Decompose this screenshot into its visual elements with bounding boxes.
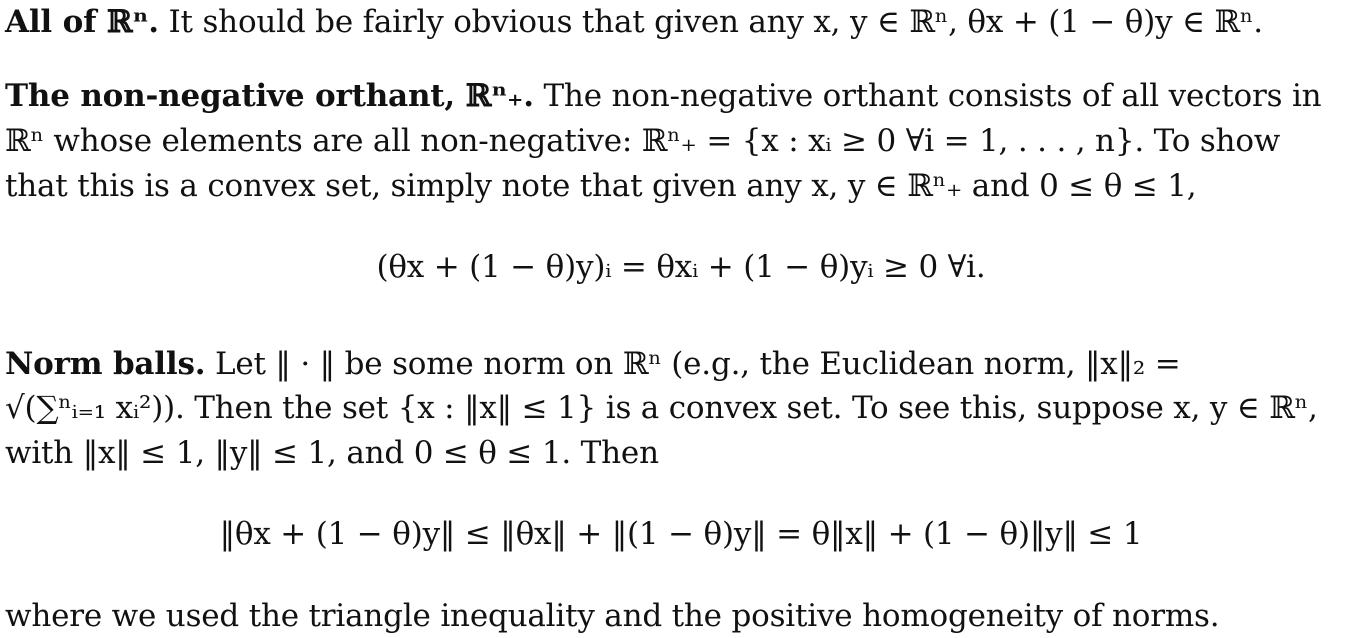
paragraph-conclusion: where we used the triangle inequality and the positive homogeneity of norms. [5, 598, 1220, 634]
paragraph-norm-line-3: with ‖x‖ ≤ 1, ‖y‖ ≤ 1, and 0 ≤ θ ≤ 1. Then [5, 435, 659, 471]
paragraph-norm-line-2: √(∑ⁿᵢ₌₁ xᵢ²)). Then the set {x : ‖x‖ ≤ 1} is a convex set. To see this, suppose x, y ∈ ℝⁿ, [5, 390, 1318, 426]
paragraph-orthant-line-1 [5, 76, 1355, 116]
paragraph-all-rn [5, 2, 1355, 42]
paragraph-norm-line-1 [5, 344, 1355, 384]
heading-all-rn: All of ℝⁿ. [5, 4, 159, 40]
equation-triangle-inequality: ‖θx + (1 − θ)y‖ ≤ ‖θx‖ + ‖(1 − θ)y‖ = θ‖x‖ + (1 − θ)‖y‖ ≤ 1 [219, 516, 1143, 552]
equation-orthant: (θx + (1 − θ)y)ᵢ = θxᵢ + (1 − θ)yᵢ ≥ 0 ∀i. [376, 249, 986, 285]
text-orthant-line-1: The non-negative orthant consists of all vectors in [533, 78, 1322, 114]
text-norm-line-1: Let ‖ · ‖ be some norm on ℝⁿ (e.g., the Euclidean norm, ‖x‖₂ = [205, 346, 1181, 382]
heading-norm-balls: Norm balls. [5, 346, 206, 382]
paragraph-orthant-line-3: that this is a convex set, simply note that given any x, y ∈ ℝⁿ₊ and 0 ≤ θ ≤ 1, [5, 168, 1197, 204]
heading-orthant: The non-negative orthant, ℝⁿ₊. [5, 78, 534, 114]
paragraph-orthant-line-2: ℝⁿ whose elements are all non-negative: ℝⁿ₊ = {x : xᵢ ≥ 0 ∀i = 1, . . . , n}. To show [5, 123, 1281, 159]
text-all-rn: It should be fairly obvious that given any x, y ∈ ℝⁿ, θx + (1 − θ)y ∈ ℝⁿ. [158, 4, 1263, 40]
